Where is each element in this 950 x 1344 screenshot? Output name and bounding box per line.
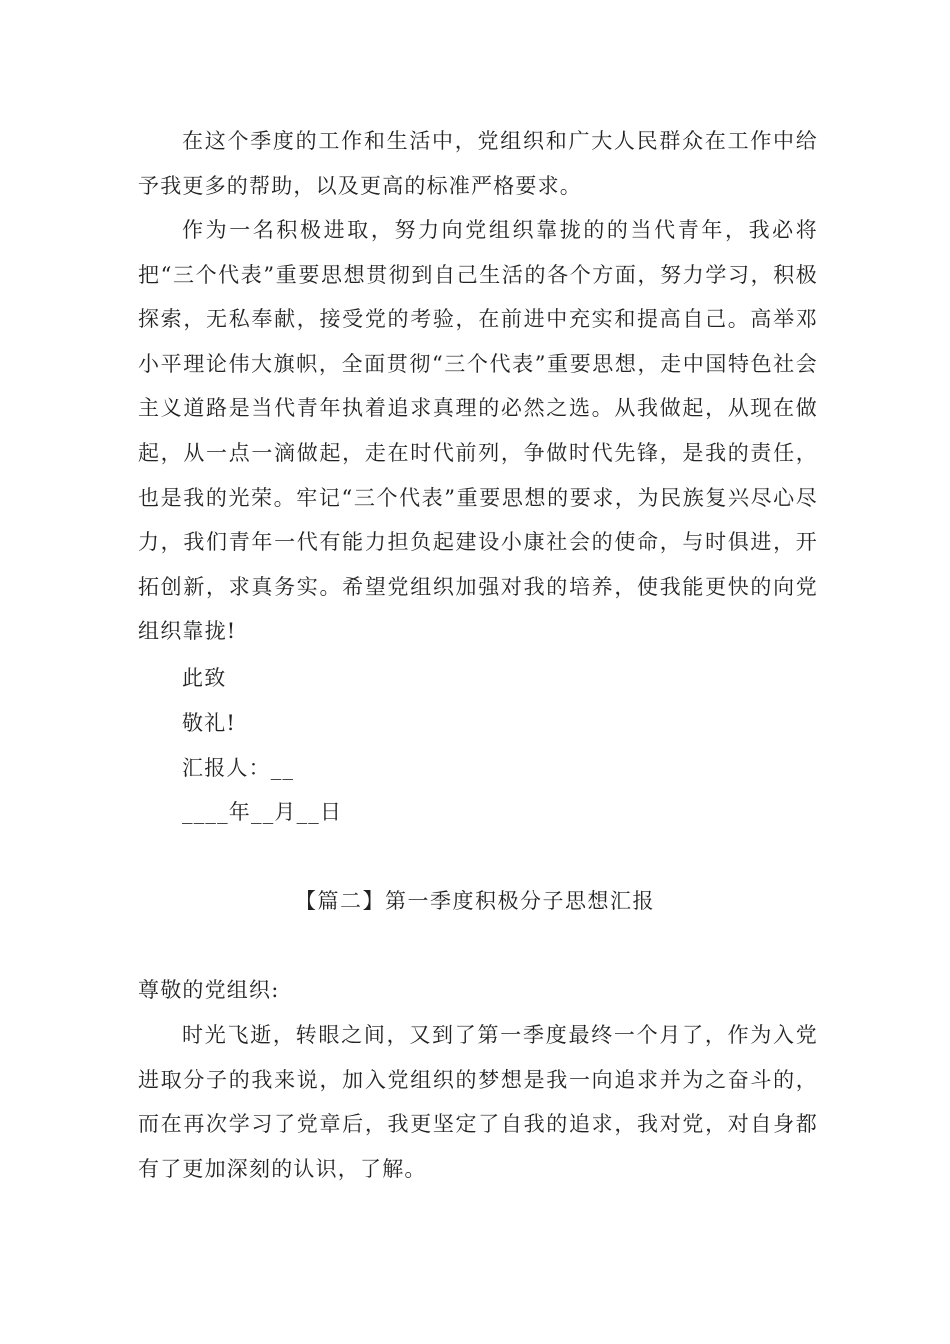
date-line: ____年__月__日 bbox=[182, 800, 343, 824]
section2-title: 【篇二】第一季度积极分子思想汇报 bbox=[295, 889, 655, 913]
section1-paragraph-1: 在这个季度的工作和生活中，党组织和广大人民群众在工作中给予我更多的帮助，以及更高的标准严格要求。 bbox=[138, 129, 818, 198]
section1-paragraph-2: 作为一名积极进取，努力向党组织靠拢的的当代青年，我必将把“三个代表”重要思想贯彻到自己生活的各个方面，努力学习，积极探索，无私奉献，接受党的考验，在前进中充实和提高自己。高举邓小平理论伟大旗帜，全面贯彻“三个代表”重要思想，走中国特色社会主义道路是当代青年执着追求真理的必然之选。从我做起，从现在做起，从一点一滴做起，走在时代前列，争做时代先锋，是我的责任，也是我的光荣。牢记“三个代表”重要思想的要求，为民族复兴尽心尽力，我们青年一代有能力担负起建设小康社会的使命，与时俱进，开拓创新，求真务实。希望党组织加强对我的培养，使我能更快的向党组织靠拢! bbox=[138, 218, 818, 644]
closing-jingli: 敬礼! bbox=[182, 711, 237, 735]
closing-cizhi: 此致 bbox=[182, 666, 227, 690]
section2-paragraph-1: 时光飞逝，转眼之间，又到了第一季度最终一个月了，作为入党进取分子的我来说，加入党组织的梦想是我一向追求并为之奋斗的，而在再次学习了党章后，我更坚定了自我的追求，我对党，对自身都有了更加深刻的认识，了解。 bbox=[138, 1023, 818, 1181]
reporter-line: 汇报人：__ bbox=[182, 756, 295, 780]
section2-salutation: 尊敬的党组织: bbox=[138, 978, 280, 1002]
